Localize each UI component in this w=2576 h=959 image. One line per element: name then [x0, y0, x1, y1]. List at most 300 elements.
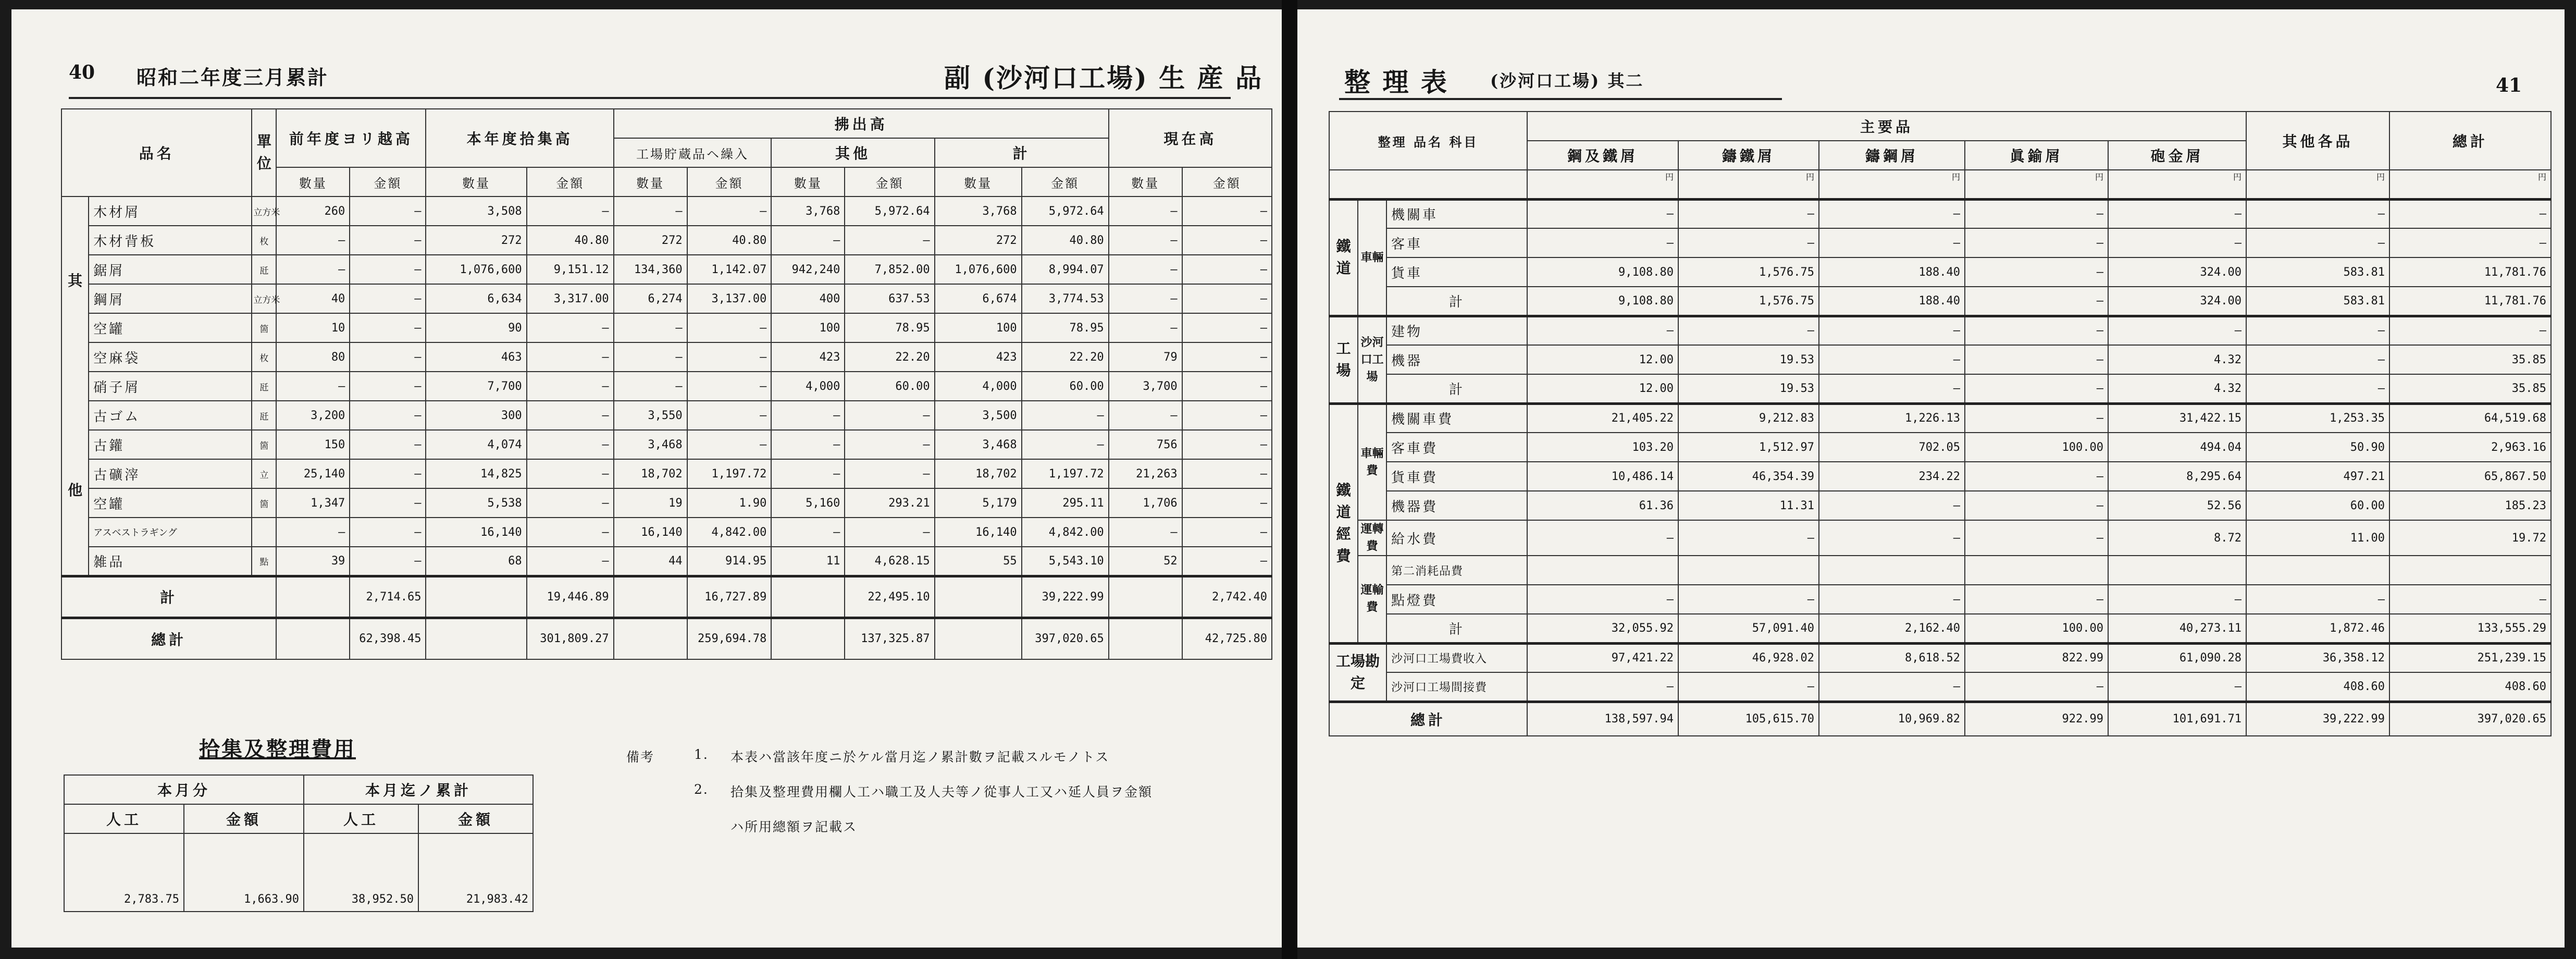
cell-value: 31,422.15 — [2108, 403, 2246, 433]
remark-line: 本表ハ當該年度ニ於ケル當月迄ノ累計數ヲ記載スルモノトス — [730, 749, 1110, 765]
cost-labor: 人工 — [64, 804, 184, 833]
cell-value: — — [1527, 672, 1678, 702]
table-row — [1329, 374, 2551, 403]
cell-value: 16,140 — [426, 518, 526, 547]
remark-line: ハ所用總額ヲ記載ス — [730, 819, 858, 834]
col-other: 其他各品 — [2246, 112, 2389, 170]
table-row — [1329, 491, 2551, 520]
cell-value: 6,674 — [935, 284, 1022, 313]
cell-value: 3,700 — [1109, 372, 1182, 401]
remark-line: 拾集及整理費用欄人工ハ職工及人夫等ノ從事人工又ハ延人員ヲ金額 — [730, 784, 1153, 800]
row-label: 建物 — [1386, 316, 1527, 345]
section-label: 工場勘定 — [1329, 643, 1386, 702]
cell-value — [614, 576, 687, 618]
cell-value: — — [1527, 585, 1678, 614]
row-label: 點燈費 — [1386, 585, 1527, 614]
header-rule — [1339, 98, 1782, 100]
cell-value: 3,768 — [771, 196, 845, 226]
cell-value: — — [276, 255, 350, 284]
cell-value: — — [1965, 491, 2108, 520]
cell-value: — — [1182, 488, 1272, 518]
cell-value: 7,700 — [426, 372, 526, 401]
cell-value: — — [527, 518, 614, 547]
cell-value: — — [1527, 520, 1678, 556]
total-value: 259,694.78 — [687, 618, 772, 659]
cell-value: 408.60 — [2246, 672, 2389, 702]
cell-value: 97,421.22 — [1527, 643, 1678, 672]
total-value: 39,222.99 — [1022, 576, 1109, 618]
cell-value: 583.81 — [2246, 287, 2389, 316]
cell-value: 822.99 — [1965, 643, 2108, 672]
cell-value: 9,151.12 — [527, 255, 614, 284]
cell-value: — — [2389, 585, 2551, 614]
cell-value: 78.95 — [845, 313, 934, 342]
currency-unit: 円 — [2246, 170, 2389, 199]
item-unit: 箇 — [252, 313, 276, 342]
cell-value: 5,972.64 — [1022, 196, 1109, 226]
cell-value: 324.00 — [2108, 257, 2246, 287]
byproduct-table — [61, 108, 1272, 660]
col-current: 現在高 — [1109, 109, 1272, 167]
cell-value: 3,317.00 — [527, 284, 614, 313]
cell-value: 60.00 — [1022, 372, 1109, 401]
side-label-char: 其 — [68, 272, 83, 290]
table-row — [1329, 403, 2551, 433]
cost-amount: 金額 — [418, 804, 533, 833]
cell-value: — — [1527, 228, 1678, 257]
cell-value: — — [1527, 199, 1678, 228]
cell-value — [276, 576, 350, 618]
cell-value: — — [1678, 228, 1819, 257]
cell-value: 8.72 — [2108, 520, 2246, 556]
cell-value: 3,200 — [276, 401, 350, 430]
cell-value: 1,347 — [276, 488, 350, 518]
cell-value: — — [687, 196, 772, 226]
cell-value: — — [687, 342, 772, 372]
row-label: 第二消耗品費 — [1386, 556, 1527, 585]
cell-value: 1,512.97 — [1678, 433, 1819, 462]
cell-value: — — [527, 401, 614, 430]
item-name: 古礦滓 — [89, 459, 252, 488]
cost-table-title: 拾集及整理費用 — [199, 737, 356, 761]
row-label: 機關車費 — [1386, 403, 1527, 433]
cell-value: 272 — [426, 226, 526, 255]
cell-value: — — [1965, 462, 2108, 491]
cell-value: 11,781.76 — [2389, 257, 2551, 287]
cell-value: 46,928.02 — [1678, 643, 1819, 672]
cell-value: — — [1182, 547, 1272, 576]
cell-value: 8,295.64 — [2108, 462, 2246, 491]
col-unit: 單位 — [252, 109, 276, 196]
cost-month: 本月分 — [64, 775, 304, 804]
cell-value: — — [2246, 199, 2389, 228]
cell-value: — — [614, 372, 687, 401]
cell-value — [2246, 556, 2389, 585]
cell-value: 2,162.40 — [1819, 614, 1965, 643]
cell-value: 60.00 — [2246, 491, 2389, 520]
cell-value — [771, 618, 845, 659]
cell-value: 423 — [935, 342, 1022, 372]
col-amt: 金額 — [845, 167, 934, 196]
cell-value: — — [527, 459, 614, 488]
table-row — [1329, 556, 2551, 585]
total-value: 42,725.80 — [1182, 618, 1272, 659]
cell-value — [935, 618, 1022, 659]
cell-value: — — [1109, 401, 1182, 430]
right-page — [1297, 9, 2565, 948]
cell-value: 423 — [771, 342, 845, 372]
row-label: 機關車 — [1386, 199, 1527, 228]
cell-value: 100 — [771, 313, 845, 342]
cell-value: — — [1678, 199, 1819, 228]
cell-value: 9,212.83 — [1678, 403, 1819, 433]
cell-value: — — [1109, 255, 1182, 284]
cell-value: — — [2246, 374, 2389, 403]
cell-value: 19.72 — [2389, 520, 2551, 556]
cell-value: — — [2108, 228, 2246, 257]
cell-value: 90 — [426, 313, 526, 342]
total-value: 19,446.89 — [527, 576, 614, 618]
total-value: 397,020.65 — [1022, 618, 1109, 659]
row-label: 計 — [1386, 374, 1527, 403]
page-number: 41 — [2496, 75, 2522, 96]
cell-value: — — [350, 459, 426, 488]
item-unit: 點 — [252, 547, 276, 576]
cell-value: 9,108.80 — [1527, 257, 1678, 287]
table-row — [61, 430, 1272, 459]
table-row — [1329, 345, 2551, 374]
table-row — [1329, 228, 2551, 257]
cell-value: — — [1965, 672, 2108, 702]
row-label: 客車費 — [1386, 433, 1527, 462]
cell-value — [426, 576, 526, 618]
col-other: 其他 — [771, 138, 934, 167]
cell-value: 300 — [426, 401, 526, 430]
cell-value: — — [350, 255, 426, 284]
cell-value: 1,226.13 — [1819, 403, 1965, 433]
total-value: 62,398.45 — [350, 618, 426, 659]
cell-value: — — [2108, 316, 2246, 345]
cell-value: — — [1182, 284, 1272, 313]
cell-value: 12.00 — [1527, 345, 1678, 374]
cell-value: 6,634 — [426, 284, 526, 313]
cell-value — [771, 576, 845, 618]
total-value: 301,809.27 — [527, 618, 614, 659]
col-main: 主要品 — [1527, 112, 2246, 141]
cell-value: 583.81 — [2246, 257, 2389, 287]
col-item: 品名 — [1414, 134, 1443, 150]
table-row — [61, 518, 1272, 547]
cell-value: 272 — [614, 226, 687, 255]
table-row — [1329, 614, 2551, 643]
cell-value: 1,576.75 — [1678, 257, 1819, 287]
row-label: 機器費 — [1386, 491, 1527, 520]
cell-value: — — [1182, 342, 1272, 372]
cell-value: — — [350, 342, 426, 372]
col-amt: 金額 — [1182, 167, 1272, 196]
item-name: 鋸屑 — [89, 255, 252, 284]
cell-value: 36,358.12 — [2246, 643, 2389, 672]
cell-value: — — [2108, 672, 2246, 702]
cell-value: 497.21 — [2246, 462, 2389, 491]
item-name: アスベストラギング — [89, 518, 252, 547]
grand-total-row — [1329, 702, 2551, 736]
cell-value: — — [350, 518, 426, 547]
cell-value: 40.80 — [527, 226, 614, 255]
cell-value: 1,872.46 — [2246, 614, 2389, 643]
cell-value: 60.00 — [845, 372, 934, 401]
total-value: 137,325.87 — [845, 618, 934, 659]
table-row — [1329, 287, 2551, 316]
cell-value: 1,142.07 — [687, 255, 772, 284]
cell-value: — — [1527, 316, 1678, 345]
col-collected: 本年度拾集高 — [426, 109, 613, 167]
item-name: 木材屑 — [89, 196, 252, 226]
cell-value: — — [2246, 345, 2389, 374]
currency-unit: 円 — [1965, 170, 2108, 199]
cell-value: — — [614, 342, 687, 372]
col-item: 品名 — [61, 109, 252, 196]
cell-value: 21,263 — [1109, 459, 1182, 488]
left-page — [11, 9, 1282, 948]
total-value: 39,222.99 — [2246, 702, 2389, 736]
cell-value: 4,000 — [771, 372, 845, 401]
cell-value: 295.11 — [1022, 488, 1109, 518]
cell-value — [1109, 618, 1182, 659]
cell-value: 64,519.68 — [2389, 403, 2551, 433]
total-value: 922.99 — [1965, 702, 2108, 736]
row-label: 客車 — [1386, 228, 1527, 257]
cell-value: 35.85 — [2389, 374, 2551, 403]
cell-value: — — [845, 430, 934, 459]
cell-value: — — [527, 196, 614, 226]
cell-value: 19 — [614, 488, 687, 518]
book-spine — [1282, 0, 1297, 959]
col-dispatch: 拂出高 — [614, 109, 1109, 138]
col-amt: 金額 — [1022, 167, 1109, 196]
total-label: 計 — [61, 576, 276, 618]
header-rule — [69, 97, 1231, 99]
grand-total-row — [61, 618, 1272, 659]
item-unit: 立方米 — [252, 284, 276, 313]
col-amt: 金額 — [527, 167, 614, 196]
cell-value: — — [1182, 313, 1272, 342]
cell-value: 5,972.64 — [845, 196, 934, 226]
col-prev: 前年度ヨリ越高 — [276, 109, 426, 167]
subsection-label: 車輛 — [1358, 199, 1386, 316]
remark-number: 2. — [694, 782, 709, 797]
cell-value: 11.00 — [2246, 520, 2389, 556]
item-unit: 立 — [252, 459, 276, 488]
row-label: 計 — [1386, 287, 1527, 316]
cell-value: 293.21 — [845, 488, 934, 518]
cell-value: — — [1819, 199, 1965, 228]
cell-value: — — [1965, 287, 2108, 316]
cell-value: — — [350, 547, 426, 576]
cost-value: 2,783.75 — [64, 833, 184, 912]
cell-value: — — [2389, 228, 2551, 257]
row-label: 計 — [1386, 614, 1527, 643]
cell-value: 1,576.75 — [1678, 287, 1819, 316]
cell-value: — — [1819, 374, 1965, 403]
cell-value: — — [1965, 199, 2108, 228]
cell-value: — — [1182, 518, 1272, 547]
cell-value: — — [1965, 345, 2108, 374]
cell-value: 1,197.72 — [1022, 459, 1109, 488]
cell-value: 5,543.10 — [1022, 547, 1109, 576]
cell-value: 188.40 — [1819, 287, 1965, 316]
item-name: 古鑵 — [89, 430, 252, 459]
cell-value: — — [276, 226, 350, 255]
cost-value: 38,952.50 — [304, 833, 418, 912]
table-row — [61, 255, 1272, 284]
cell-value: — — [687, 430, 772, 459]
cell-value: 8,994.07 — [1022, 255, 1109, 284]
section-label: 鐵道經費 — [1329, 403, 1358, 643]
col-cast-iron: 鑄鐵屑 — [1678, 141, 1819, 170]
cell-value: 18,702 — [935, 459, 1022, 488]
col-total: 計 — [935, 138, 1109, 167]
cell-value: — — [1965, 585, 2108, 614]
cell-value: — — [2246, 316, 2389, 345]
cell-value: 1,076,600 — [935, 255, 1022, 284]
cell-value: 50.90 — [2246, 433, 2389, 462]
section-label: 工場 — [1329, 316, 1358, 403]
cell-value: 100.00 — [1965, 433, 2108, 462]
cell-value: 2,963.16 — [2389, 433, 2551, 462]
cost-value: 21,983.42 — [418, 833, 533, 912]
cell-value: — — [2389, 199, 2551, 228]
cell-value: — — [1182, 430, 1272, 459]
cell-value: — — [527, 430, 614, 459]
total-value: 105,615.70 — [1678, 702, 1819, 736]
total-value: 138,597.94 — [1527, 702, 1678, 736]
cell-value: — — [614, 196, 687, 226]
col-item-header — [1329, 112, 1527, 170]
cell-value — [614, 618, 687, 659]
cell-value: 3,137.00 — [687, 284, 772, 313]
cell-value: — — [1182, 401, 1272, 430]
total-value: 2,714.65 — [350, 576, 426, 618]
cell-value: 5,160 — [771, 488, 845, 518]
cell-value: — — [1965, 316, 2108, 345]
cell-value: 35.85 — [2389, 345, 2551, 374]
cell-value: — — [687, 372, 772, 401]
item-unit: 箇 — [252, 430, 276, 459]
col-qty: 數量 — [614, 167, 687, 196]
cell-value: 4,842.00 — [687, 518, 772, 547]
table-row — [1329, 462, 2551, 491]
cell-value: 3,550 — [614, 401, 687, 430]
row-label: 沙河口工場費收入 — [1386, 643, 1527, 672]
cell-value: 55 — [935, 547, 1022, 576]
table-row — [61, 284, 1272, 313]
remark-number: 1. — [694, 747, 709, 762]
cell-value: 1,197.72 — [687, 459, 772, 488]
cell-value: — — [845, 459, 934, 488]
cell-value: — — [1182, 196, 1272, 226]
total-value: 101,691.71 — [2108, 702, 2246, 736]
cell-value: 11.31 — [1678, 491, 1819, 520]
cell-value: — — [1965, 374, 2108, 403]
cell-value: 46,354.39 — [1678, 462, 1819, 491]
cell-value: 40.80 — [687, 226, 772, 255]
cell-value: — — [1678, 520, 1819, 556]
cell-value: 134,360 — [614, 255, 687, 284]
cell-value: — — [350, 226, 426, 255]
cell-value: 188.40 — [1819, 257, 1965, 287]
cell-value: — — [771, 226, 845, 255]
cell-value: — — [771, 459, 845, 488]
item-name: 鋼屑 — [89, 284, 252, 313]
cell-value: 25,140 — [276, 459, 350, 488]
cell-value: 133,555.29 — [2389, 614, 2551, 643]
cell-value: 702.05 — [1819, 433, 1965, 462]
cell-value: 494.04 — [2108, 433, 2246, 462]
page-number: 40 — [69, 62, 95, 83]
item-unit: 枚 — [252, 226, 276, 255]
item-name: 空罐 — [89, 488, 252, 518]
cell-value: 61,090.28 — [2108, 643, 2246, 672]
cell-value: 22.20 — [845, 342, 934, 372]
row-label: 機器 — [1386, 345, 1527, 374]
cell-value: — — [527, 488, 614, 518]
cost-cumulative: 本月迄ノ累計 — [304, 775, 533, 804]
table-row — [61, 488, 1272, 518]
cell-value: — — [527, 342, 614, 372]
col-cast-steel: 鑄鋼屑 — [1819, 141, 1965, 170]
cell-value: — — [276, 518, 350, 547]
cell-value: — — [1109, 226, 1182, 255]
item-name: 空罐 — [89, 313, 252, 342]
table-row — [61, 459, 1272, 488]
cell-value: — — [1109, 196, 1182, 226]
cell-value: 756 — [1109, 430, 1182, 459]
table-row — [1329, 643, 2551, 672]
col-dispatch-sub: 工場貯蔵品ヘ繰入 — [614, 138, 772, 167]
cell-value — [1678, 556, 1819, 585]
cell-value: 16,140 — [935, 518, 1022, 547]
cell-value: 408.60 — [2389, 672, 2551, 702]
cell-value: 100 — [935, 313, 1022, 342]
item-unit: 瓩 — [252, 401, 276, 430]
page-header: 昭和二年度三月累計 — [137, 66, 329, 89]
cell-value: 4,842.00 — [1022, 518, 1109, 547]
cell-value: 400 — [771, 284, 845, 313]
cell-value: — — [687, 313, 772, 342]
row-label: 給水費 — [1386, 520, 1527, 556]
cell-value: 4.32 — [2108, 374, 2246, 403]
cell-value: — — [350, 372, 426, 401]
col-brass: 眞鍮屑 — [1965, 141, 2108, 170]
cell-value: — — [2246, 228, 2389, 257]
side-label-char: 他 — [68, 482, 83, 499]
item-name: 硝子屑 — [89, 372, 252, 401]
cell-value — [1965, 556, 2108, 585]
cell-value: 19.53 — [1678, 374, 1819, 403]
cell-value: — — [771, 401, 845, 430]
cell-value: 3,774.53 — [1022, 284, 1109, 313]
cell-value: 4,628.15 — [845, 547, 934, 576]
cell-value: — — [2108, 585, 2246, 614]
cell-value — [426, 618, 526, 659]
cell-value: 3,508 — [426, 196, 526, 226]
col-qty: 數量 — [1109, 167, 1182, 196]
cell-value: 1,706 — [1109, 488, 1182, 518]
cell-value: — — [845, 518, 934, 547]
cell-value: — — [1965, 520, 2108, 556]
total-label: 總計 — [61, 618, 276, 659]
